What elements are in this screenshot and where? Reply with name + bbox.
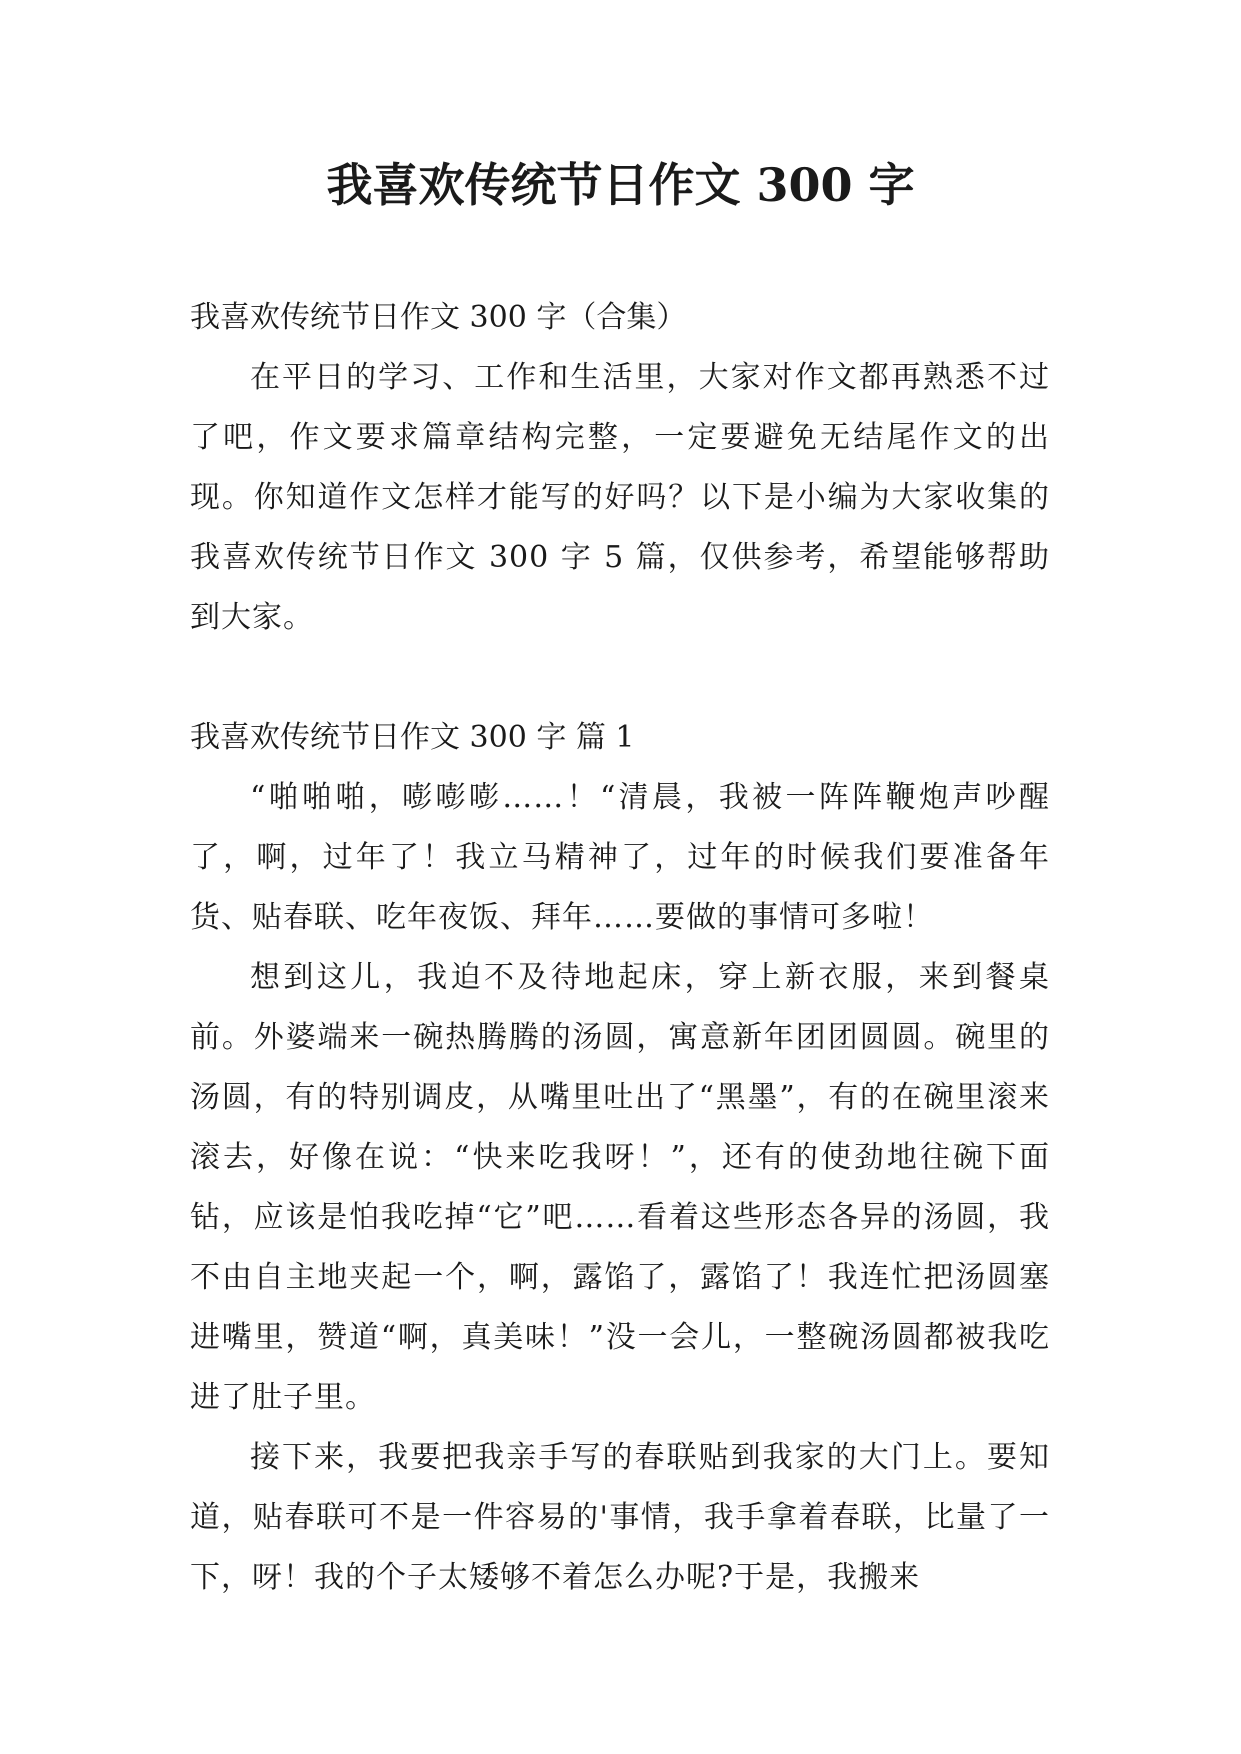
document-subtitle: 我喜欢传统节日作文 300 字（合集） xyxy=(190,300,687,335)
intro-paragraph: 在平日的学习、工作和生活里，大家对作文都再熟悉不过了吧，作文要求篇章结构完整，一定要避免无结尾作文的出现。你知道作文怎样才能写的好吗？以下是小编为大家收集的我喜欢传统节日作文 300 字 5 篇，仅供参考，希望能够帮助到大家。 xyxy=(190,360,1050,635)
body-paragraph: 想到这儿，我迫不及待地起床，穿上新衣服，来到餐桌前。外婆端来一碗热腾腾的汤圆，寓意新年团团圆圆。碗里的汤圆，有的特别调皮，从嘴里吐出了“黑墨”，有的在碗里滚来滚去，好像在说：“快来吃我呀！”，还有的使劲地往碗下面钻，应该是怕我吃掉“它”吧……看着这些形态各异的汤圆，我不由自主地夹起一个，啊，露馅了，露馅了！我连忙把汤圆塞进嘴里，赞道“啊，真美味！”没一会儿，一整碗汤圆都被我吃进了肚子里。 xyxy=(190,960,1050,1415)
document-title: 我喜欢传统节日作文 300 字 xyxy=(326,158,915,212)
section-heading: 我喜欢传统节日作文 300 字 篇 1 xyxy=(190,720,635,755)
body-paragraph: 接下来，我要把我亲手写的春联贴到我家的大门上。要知道，贴春联可不是一件容易的'事情，我手拿着春联，比量了一下，呀！我的个子太矮够不着怎么办呢?于是，我搬来 xyxy=(190,1440,1050,1595)
section-spacer xyxy=(190,648,1050,708)
document-body xyxy=(190,288,1050,1608)
body-paragraph: “啪啪啪，嘭嘭嘭……！“清晨，我被一阵阵鞭炮声吵醒了，啊，过年了！我立马精神了，过年的时候我们要准备年货、贴春联、吃年夜饭、拜年……要做的事情可多啦！ xyxy=(190,780,1050,935)
